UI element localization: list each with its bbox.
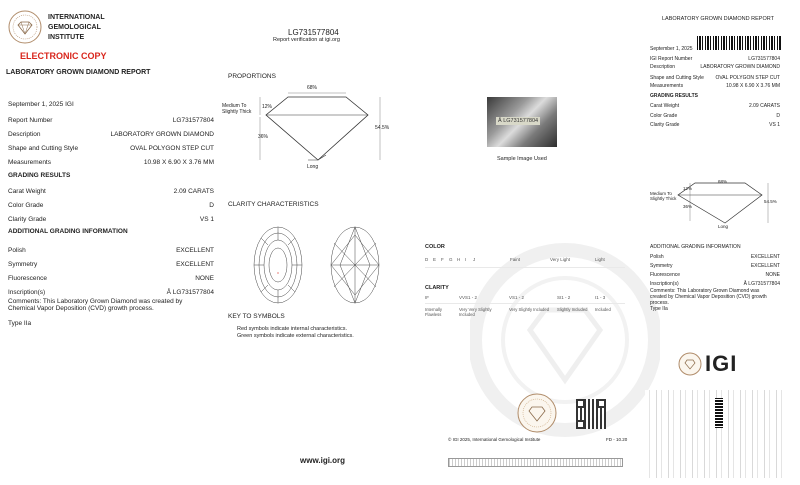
header-report-number: LG731577804 bbox=[288, 28, 339, 37]
proportion-girdle: Medium To Slightly Thick bbox=[222, 103, 252, 115]
row-carat-weight: Carat Weight 2.09 CARATS bbox=[8, 188, 214, 195]
stub-barcode-icon bbox=[715, 398, 723, 428]
clarity-grade: IF bbox=[425, 295, 429, 300]
clarity-title: CLARITY bbox=[425, 285, 449, 291]
color-grade: E bbox=[433, 257, 437, 262]
right-additional-title: ADDITIONAL GRADING INFORMATION bbox=[650, 244, 741, 250]
color-grade: D bbox=[425, 257, 429, 262]
sample-caption: Sample Image Used bbox=[497, 156, 547, 162]
clarity-grade: VS1 - 2 bbox=[509, 295, 525, 300]
row-clarity-grade: Clarity Grade VS 1 bbox=[8, 216, 214, 223]
type-text: Type IIa bbox=[8, 320, 32, 327]
right-row-report-number: IGI Report Number LG731577804 bbox=[650, 56, 780, 62]
right-row-carat: Carat Weight 2.09 CARATS bbox=[650, 103, 780, 109]
brand-name-line1: INTERNATIONAL bbox=[48, 14, 105, 21]
report-date: September 1, 2025 IGI bbox=[8, 101, 74, 108]
right-row-clarity: Clarity Grade VS 1 bbox=[650, 122, 780, 128]
right-proportions-diagram bbox=[650, 175, 780, 235]
right-row-fluorescence: Fluorescence NONE bbox=[650, 272, 780, 278]
row-measurements: Measurements 10.98 X 6.90 X 3.76 MM bbox=[8, 159, 214, 166]
clarity-desc: Included bbox=[595, 307, 611, 312]
row-report-number: Report Number LG731577804 bbox=[8, 117, 214, 124]
right-comments: Comments: This Laboratory Grown Diamond was created by Chemical Vapor Deposition (CVD) growth process. bbox=[650, 288, 767, 306]
key-symbols-line1: Red symbols indicate internal characteristics. bbox=[237, 326, 348, 332]
row-description: Description LABORATORY GROWN DIAMOND bbox=[8, 131, 214, 138]
right-date: September 1, 2025 bbox=[650, 46, 693, 52]
color-title: COLOR bbox=[425, 244, 445, 250]
electronic-copy-label: ELECTRONIC COPY bbox=[20, 51, 107, 61]
watermark-seal-icon bbox=[470, 240, 660, 440]
color-grade: G bbox=[449, 257, 453, 262]
row-inscription: Inscription(s) Å LG731577804 bbox=[8, 289, 214, 296]
color-light: Light bbox=[595, 257, 605, 262]
right-row-measurements: Measurements 10.98 X 6.90 X 3.76 MM bbox=[650, 83, 780, 89]
sample-inscription: Å LG731577804 bbox=[498, 118, 539, 124]
color-grade: H bbox=[457, 257, 461, 262]
right-proportion-culet: Long bbox=[718, 224, 729, 229]
clarity-grade: SI1 - 2 bbox=[557, 295, 571, 300]
brand-name-line2: GEMOLOGICAL bbox=[48, 24, 101, 31]
igi-seal-logo bbox=[8, 10, 42, 44]
igi-logo-text: IGI bbox=[705, 351, 738, 376]
right-proportion-pavilion: 36% bbox=[683, 204, 693, 209]
key-symbols-line2: Green symbols indicate external characteristics. bbox=[237, 333, 354, 339]
comments-text: Comments: This Laboratory Grown Diamond was created by Chemical Vapor Deposition (CVD) growth process. bbox=[8, 298, 183, 312]
proportions-title: PROPORTIONS bbox=[228, 73, 276, 80]
right-row-polish: Polish EXCELLENT bbox=[650, 254, 780, 260]
copyright: © IGI 2025, International Gemological Institute bbox=[448, 437, 541, 442]
proportion-depth: 54.5% bbox=[375, 125, 390, 131]
grading-results-title: GRADING RESULTS bbox=[8, 172, 71, 179]
color-grade: F bbox=[441, 257, 444, 262]
clarity-divider bbox=[425, 303, 625, 304]
clarity-desc: Slightly Included bbox=[557, 307, 588, 312]
right-proportion-girdle: Medium To Slightly Thick bbox=[650, 191, 677, 201]
clarity-desc: Very Slightly Included bbox=[509, 307, 550, 312]
clarity-grade: I1 - 3 bbox=[595, 295, 606, 300]
color-divider bbox=[425, 267, 625, 268]
right-row-symmetry: Symmetry EXCELLENT bbox=[650, 263, 780, 269]
color-grade: J bbox=[473, 257, 476, 262]
row-color-grade: Color Grade D bbox=[8, 202, 214, 209]
report-title: LABORATORY GROWN DIAMOND REPORT bbox=[6, 69, 151, 76]
row-symmetry: Symmetry EXCELLENT bbox=[8, 261, 214, 268]
igi-logo-seal-icon bbox=[678, 352, 702, 376]
clarity-desc: Internally Flawless bbox=[425, 307, 442, 317]
barcode-icon bbox=[697, 36, 782, 50]
website: www.igi.org bbox=[300, 456, 346, 465]
right-proportion-table: 68% bbox=[718, 179, 728, 184]
proportions-diagram bbox=[218, 85, 398, 175]
right-grading-title: GRADING RESULTS bbox=[650, 93, 698, 99]
form-code: FD - 10.20 bbox=[606, 437, 628, 442]
bottom-fine-print bbox=[448, 458, 623, 467]
row-fluorescence: Fluorescence NONE bbox=[8, 275, 214, 282]
sample-image bbox=[487, 97, 557, 147]
right-proportion-crown: 12% bbox=[683, 186, 693, 191]
qr-code-icon bbox=[576, 399, 606, 429]
right-row-description: Description LABORATORY GROWN DIAMOND bbox=[650, 64, 780, 70]
right-row-inscription: Inscription(s) Å LG731577804 bbox=[650, 281, 780, 287]
color-faint: Faint bbox=[510, 257, 521, 262]
proportion-pavilion: 36% bbox=[258, 134, 269, 140]
right-proportion-depth: 54.5% bbox=[764, 199, 777, 204]
right-row-shape: Shape and Cutting Style OVAL POLYGON STEP CUT bbox=[650, 75, 780, 81]
clarity-characteristics-title: CLARITY CHARACTERISTICS bbox=[228, 201, 319, 208]
row-shape: Shape and Cutting Style OVAL POLYGON STEP CUT bbox=[8, 145, 214, 152]
igi-seal-bottom-icon bbox=[517, 393, 557, 433]
clarity-grade: VVS1 - 2 bbox=[459, 295, 478, 300]
right-report-title: LABORATORY GROWN DIAMOND REPORT bbox=[662, 16, 774, 22]
row-polish: Polish EXCELLENT bbox=[8, 247, 214, 254]
key-symbols-title: KEY TO SYMBOLS bbox=[228, 313, 285, 320]
proportion-crown: 12% bbox=[262, 104, 273, 110]
clarity-plot-diagram bbox=[250, 225, 390, 305]
proportion-culet: Long bbox=[307, 164, 319, 170]
right-row-color: Color Grade D bbox=[650, 113, 780, 119]
right-type: Type IIa bbox=[650, 306, 668, 312]
color-very-light: Very Light bbox=[550, 257, 571, 262]
color-grade: I bbox=[465, 257, 467, 262]
header-verification: Report verification at igi.org bbox=[273, 37, 340, 43]
brand-name-line3: INSTITUTE bbox=[48, 34, 85, 41]
additional-grading-title: ADDITIONAL GRADING INFORMATION bbox=[8, 228, 128, 235]
clarity-desc: Very Very Slightly Included bbox=[459, 307, 492, 317]
proportion-table: 68% bbox=[307, 85, 318, 91]
